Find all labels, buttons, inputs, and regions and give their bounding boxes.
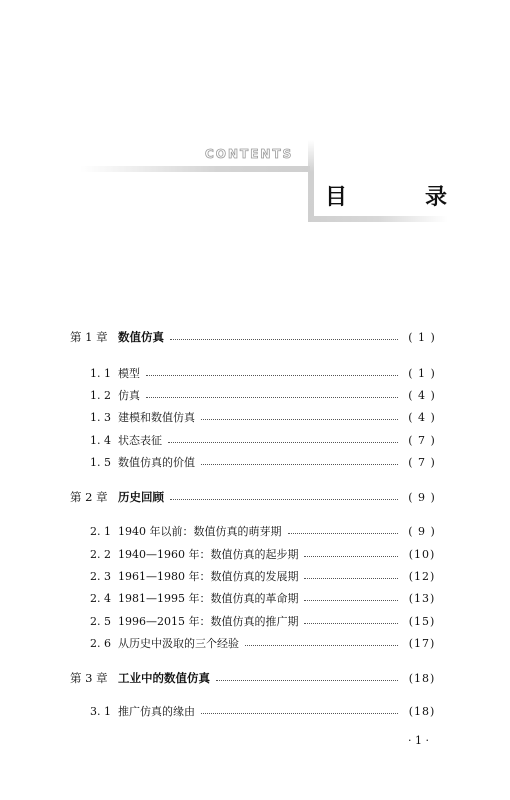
- toc-entry-title: 1981—1995 年：数值仿真的革命期: [118, 592, 299, 605]
- toc-entry-number: 1. 2: [90, 388, 111, 402]
- page-number: · 1 ·: [408, 734, 429, 747]
- toc-chapter-entry[interactable]: [70, 488, 440, 506]
- dot-leader: [304, 577, 398, 579]
- toc-entry-page: ( 1 ): [408, 366, 436, 380]
- toc-entry-page: ( 9 ): [408, 490, 436, 504]
- toc-entry-title: 1996—2015 年：数值仿真的推广期: [118, 615, 299, 628]
- toc-entry-title: 1940 年以前：数值仿真的萌芽期: [118, 525, 282, 538]
- toc-entry-page: (13): [408, 591, 436, 605]
- toc-section-entry[interactable]: [70, 567, 440, 585]
- toc-entry-page: ( 4 ): [408, 410, 436, 424]
- toc-entry-title: 推广仿真的缘由: [118, 705, 195, 718]
- dot-leader: [170, 498, 398, 500]
- toc-entry-number: 2. 1: [90, 524, 111, 538]
- dot-leader: [288, 532, 399, 534]
- toc-section-entry[interactable]: [70, 702, 440, 720]
- toc-entry-title: 1961—1980 年：数值仿真的发展期: [118, 570, 299, 583]
- toc-entry-title: 从历史中汲取的三个经验: [118, 637, 239, 650]
- toc-chapter-entry[interactable]: [70, 328, 440, 346]
- decorative-band-bottom: [308, 216, 448, 222]
- toc-entry-page: ( 1 ): [408, 330, 436, 344]
- toc-section-entry[interactable]: [70, 522, 440, 540]
- toc-entry-title: 数值仿真: [118, 330, 164, 344]
- toc-entry-page: ( 7 ): [408, 455, 436, 469]
- dot-leader: [216, 679, 398, 681]
- dot-leader: [146, 396, 398, 398]
- toc-entry-number: 1. 3: [90, 410, 111, 424]
- toc-chapter-entry[interactable]: [70, 669, 440, 687]
- toc-entry-title: 历史回顾: [118, 490, 164, 504]
- contents-label: CONTENTS: [205, 147, 294, 161]
- toc-entry-number: 1. 5: [90, 455, 111, 469]
- toc-section-entry[interactable]: [70, 453, 440, 471]
- toc-entry-page: ( 4 ): [408, 388, 436, 402]
- toc-entry-number: 1. 4: [90, 433, 111, 447]
- toc-section-entry[interactable]: [70, 634, 440, 652]
- toc-section-entry[interactable]: [70, 431, 440, 449]
- dot-leader: [146, 374, 398, 376]
- toc-entry-title: 1940—1960 年：数值仿真的起步期: [118, 548, 299, 561]
- decorative-band-vertical: [308, 140, 314, 220]
- toc-entry-page: (18): [408, 671, 436, 685]
- toc-entry-title: 仿真: [118, 389, 140, 402]
- dot-leader: [245, 644, 398, 646]
- toc-entry-page: ( 7 ): [408, 433, 436, 447]
- contents-header: [0, 0, 510, 240]
- toc-section-entry[interactable]: [70, 408, 440, 426]
- toc-section-entry[interactable]: [70, 364, 440, 382]
- toc-entry-number: 1. 1: [90, 366, 111, 380]
- toc-entry-title: 状态表征: [118, 434, 162, 447]
- toc-section-entry[interactable]: [70, 612, 440, 630]
- toc-entry-number: 2. 3: [90, 569, 111, 583]
- toc-entry-number: 第 2 章: [70, 490, 108, 504]
- dot-leader: [201, 712, 398, 714]
- toc-entry-title: 数值仿真的价值: [118, 456, 195, 469]
- decorative-band-top: [80, 166, 310, 172]
- dot-leader: [170, 338, 398, 340]
- toc-entry-number: 2. 4: [90, 591, 111, 605]
- dot-leader: [304, 622, 398, 624]
- toc-entry-title: 模型: [118, 367, 140, 380]
- toc-entry-number: 第 1 章: [70, 330, 108, 344]
- dot-leader: [201, 463, 398, 465]
- toc-section-entry[interactable]: [70, 545, 440, 563]
- toc-section-entry[interactable]: [70, 386, 440, 404]
- dot-leader: [304, 555, 398, 557]
- toc-entry-title: 工业中的数值仿真: [118, 671, 210, 685]
- toc-entry-number: 第 3 章: [70, 671, 108, 685]
- dot-leader: [201, 418, 398, 420]
- toc-entry-page: (12): [408, 569, 436, 583]
- dot-leader: [168, 441, 398, 443]
- page-title: 目 录: [325, 185, 476, 210]
- toc-entry-page: (10): [408, 547, 436, 561]
- toc-entry-number: 2. 2: [90, 547, 111, 561]
- toc-entry-number: 2. 6: [90, 636, 111, 650]
- toc-entry-title: 建模和数值仿真: [118, 411, 195, 424]
- toc-entry-page: (18): [408, 704, 436, 718]
- toc-section-entry[interactable]: [70, 589, 440, 607]
- toc-entry-number: 2. 5: [90, 614, 111, 628]
- toc-entry-page: (15): [408, 614, 436, 628]
- toc-entry-page: ( 9 ): [408, 524, 436, 538]
- toc-entry-number: 3. 1: [90, 704, 111, 718]
- toc-entry-page: (17): [408, 636, 436, 650]
- dot-leader: [304, 599, 398, 601]
